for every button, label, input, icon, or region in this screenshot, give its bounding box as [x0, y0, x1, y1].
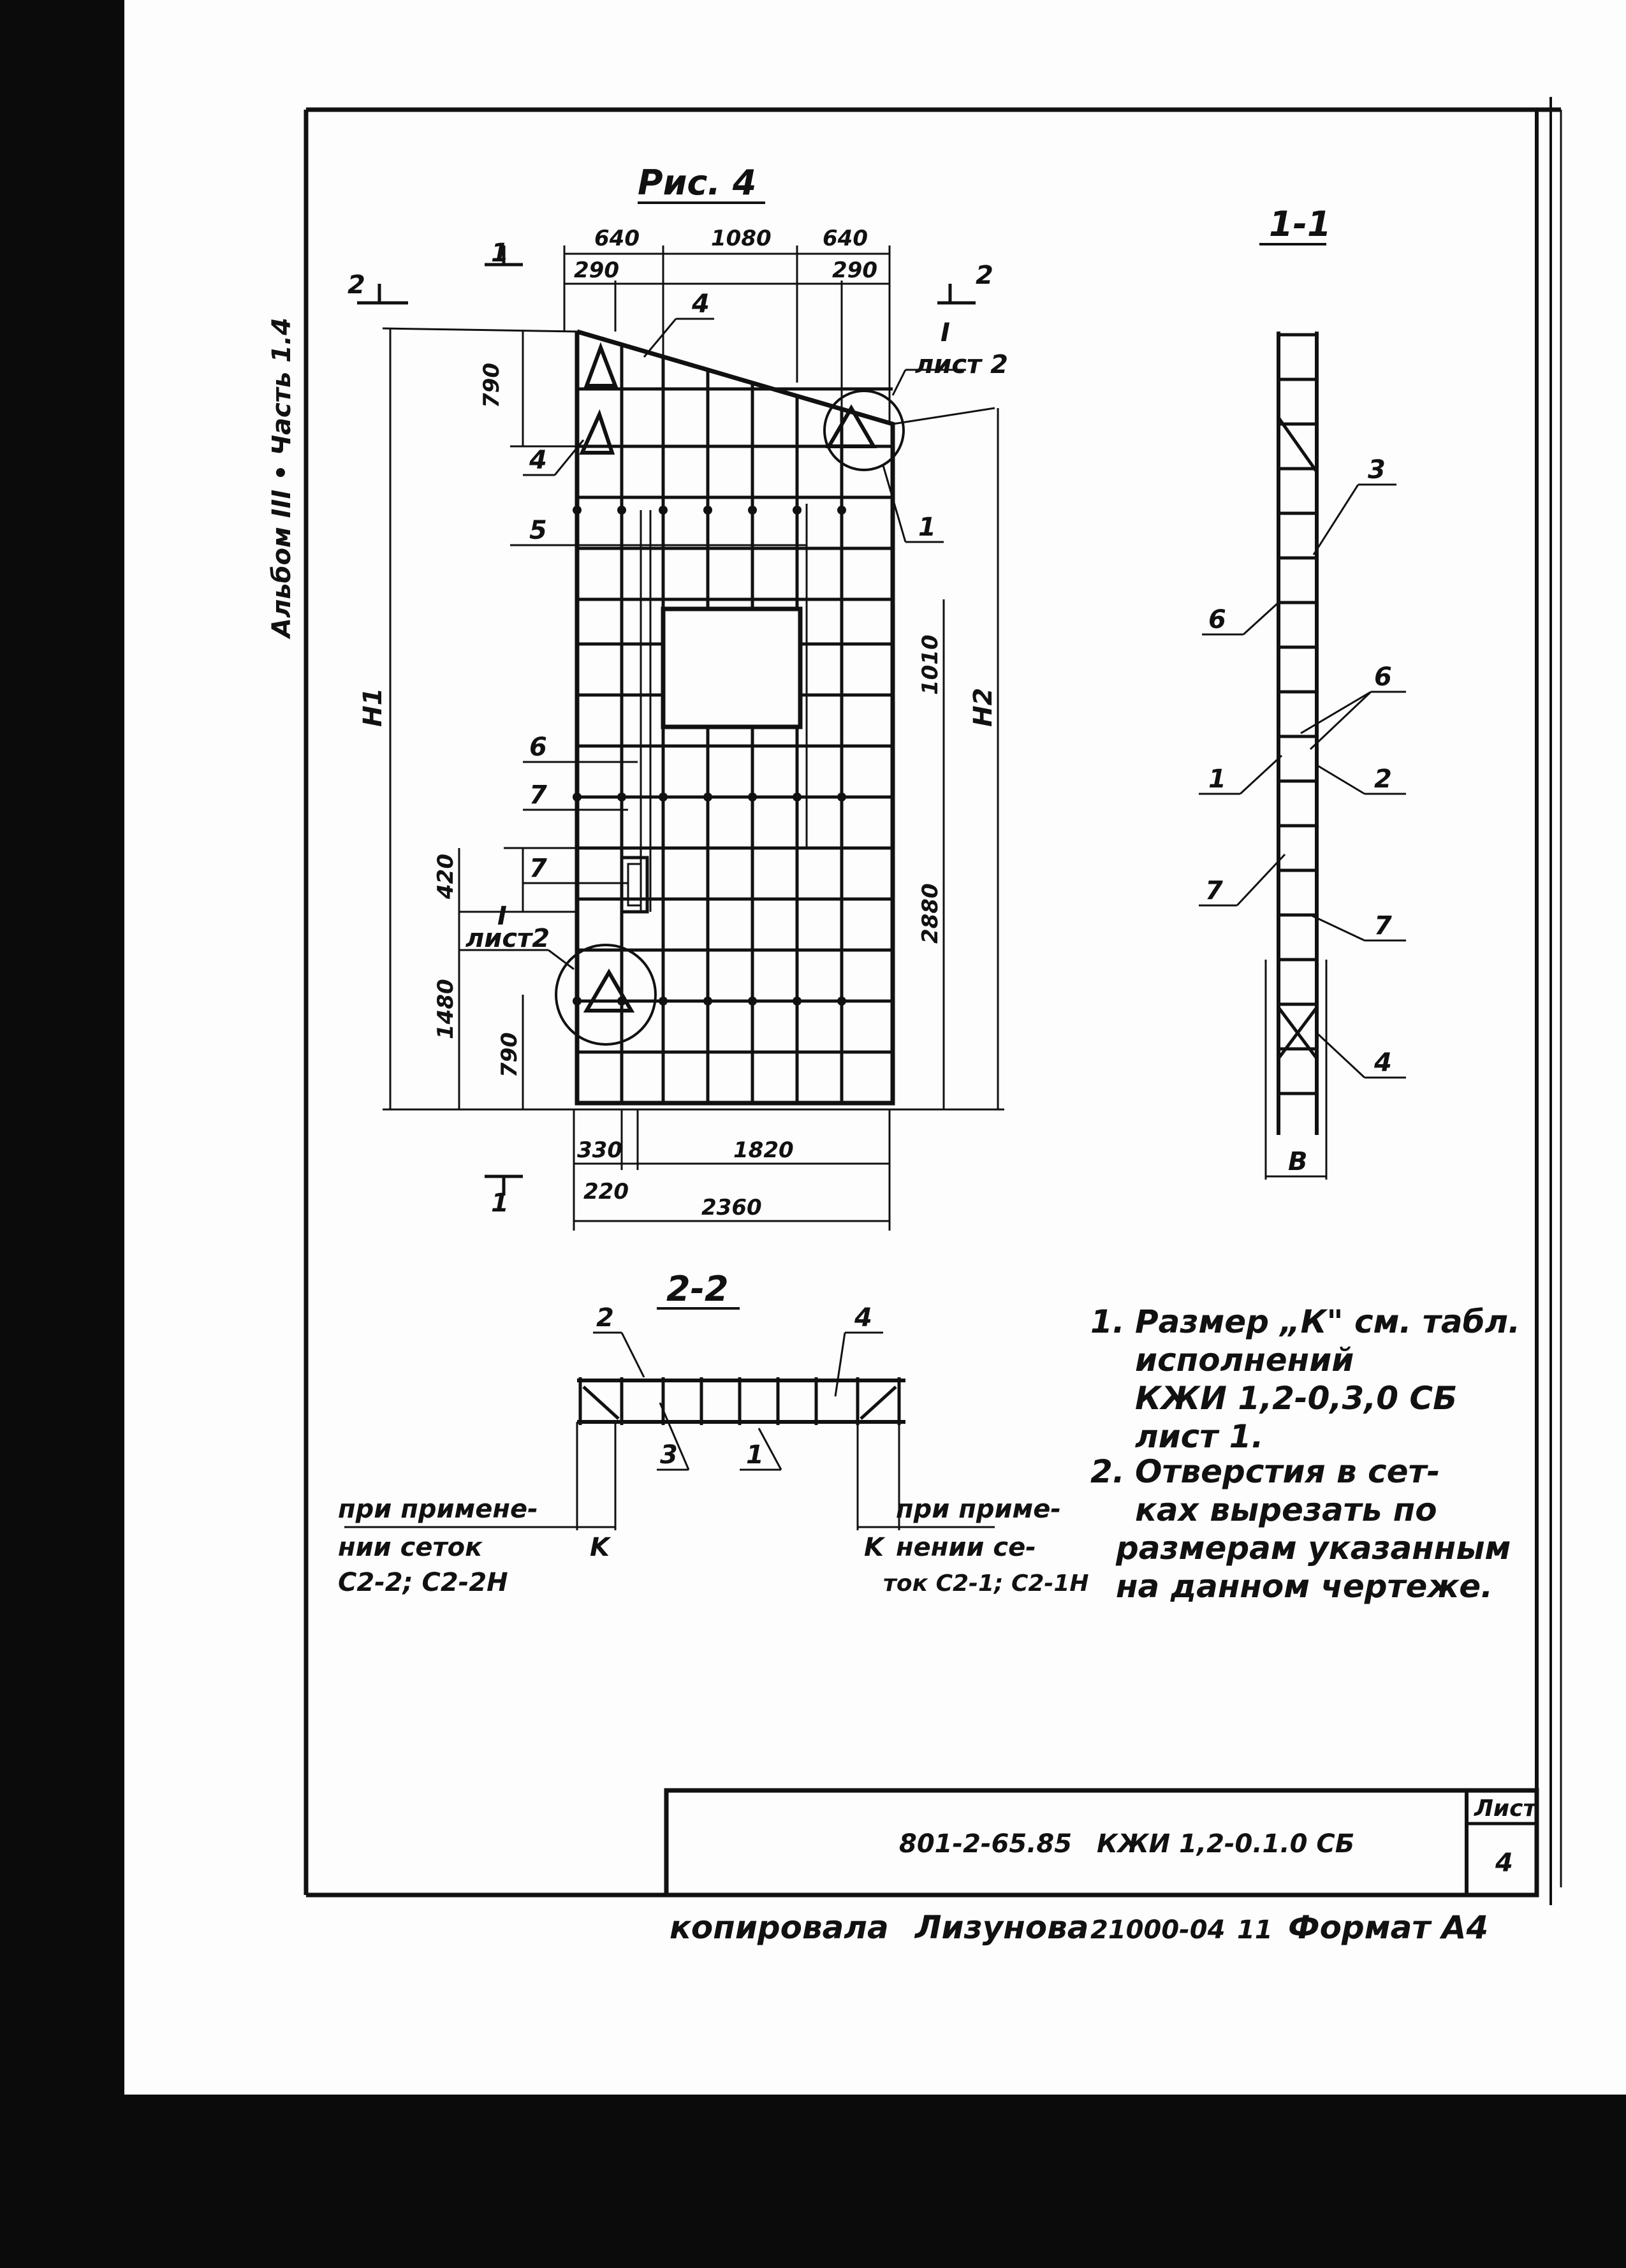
- dim-640-left: 640: [594, 226, 640, 251]
- dim-790-bottom: 790: [497, 1032, 522, 1078]
- callout-1-right: 1: [918, 513, 936, 542]
- dim-2880: 2880: [918, 883, 943, 944]
- dim-420: 420: [433, 854, 458, 899]
- sec22-right-note-3: ток С2-1; С2-1Н: [883, 1570, 1089, 1597]
- general-notes: [1090, 1303, 1520, 1605]
- dim-H2: H2: [969, 687, 998, 727]
- sec22-callout-4: 4: [854, 1303, 872, 1333]
- sec22-callout-3: 3: [660, 1440, 678, 1470]
- cut-label-1-bottom: 1: [491, 1189, 509, 1218]
- callout-7-b: 7: [529, 854, 547, 883]
- dim-290-left: 290: [574, 258, 619, 283]
- note-2-line-1: Отверстия в сет-: [1135, 1453, 1440, 1490]
- scan-bottom-margin: [0, 2095, 1626, 2268]
- cut-label-2-right: 2: [976, 261, 993, 290]
- sec11-dim-B: B: [1288, 1147, 1308, 1176]
- sec11-callout-2: 2: [1374, 765, 1392, 794]
- detail-I-bottom: I: [497, 902, 507, 931]
- note-1-number: 1.: [1090, 1303, 1125, 1340]
- elevation-view: [383, 328, 995, 1103]
- note-2-line-2: ках вырезать по: [1135, 1491, 1437, 1528]
- callout-4-top: 4: [692, 289, 710, 319]
- sec11-callout-1: 1: [1208, 765, 1226, 794]
- sec22-right-note-1: при приме-: [896, 1495, 1061, 1524]
- callout-5: 5: [529, 516, 547, 545]
- section-1-1-title: 1-1: [1269, 204, 1331, 244]
- sec22-left-note-3: С2-2; С2-2Н: [338, 1568, 508, 1597]
- sheet-label: Лист: [1474, 1796, 1537, 1822]
- doc-name: КЖИ 1,2-0.1.0 СБ: [1097, 1829, 1355, 1859]
- note-2-line-3: размерам указанным: [1116, 1530, 1511, 1567]
- section-2-2-title: 2-2: [666, 1269, 729, 1309]
- dim-2360: 2360: [701, 1195, 762, 1220]
- note-1-line-4: лист 1.: [1135, 1418, 1264, 1455]
- format-label: Формат А4: [1288, 1909, 1489, 1946]
- callout-4-left: 4: [529, 446, 547, 475]
- sec11-callout-6-right: 6: [1374, 662, 1392, 692]
- cut-label-1-top: 1: [491, 238, 509, 268]
- sheet-number: 4: [1495, 1848, 1513, 1878]
- sec11-callout-6-left: 6: [1208, 605, 1226, 634]
- note-2-line-4: на данном чертеже.: [1116, 1568, 1493, 1605]
- note-1-line-3: КЖИ 1,2-0,3,0 СБ: [1135, 1380, 1458, 1417]
- sec22-callout-2: 2: [596, 1303, 614, 1333]
- detail-sheet-bottom: лист2: [465, 924, 550, 953]
- margin-stamp: Альбом III • Часть 1.4: [267, 318, 297, 638]
- note-2-number: 2.: [1090, 1453, 1125, 1490]
- sec22-right-note-2: нении се-: [896, 1533, 1036, 1562]
- figure-title: Рис. 4: [638, 163, 757, 203]
- sec22-callout-1: 1: [746, 1440, 764, 1470]
- dim-1080: 1080: [711, 226, 772, 251]
- copied-by-name: Лизунова: [915, 1909, 1089, 1946]
- dim-220: 220: [583, 1179, 629, 1204]
- copied-by-label: копировала: [670, 1909, 889, 1946]
- sec11-callout-3: 3: [1368, 455, 1386, 485]
- dim-1480: 1480: [433, 979, 458, 1039]
- dim-H1: H1: [358, 687, 388, 727]
- order-suffix: 11: [1237, 1915, 1273, 1945]
- doc-code: 801-2-65.85: [899, 1829, 1073, 1859]
- order-number: 21000-04: [1090, 1915, 1226, 1945]
- callout-6: 6: [529, 733, 547, 762]
- sec11-callout-7-left: 7: [1205, 876, 1223, 905]
- dim-790-top: 790: [479, 363, 504, 408]
- callout-7-a: 7: [529, 780, 547, 810]
- sec11-callout-4: 4: [1374, 1048, 1392, 1078]
- note-1-line-1: Размер „К" см. табл.: [1135, 1303, 1521, 1340]
- dim-290-right: 290: [832, 258, 877, 283]
- dim-640-right: 640: [823, 226, 868, 251]
- dim-1820: 1820: [733, 1138, 794, 1163]
- cut-label-2-left: 2: [348, 270, 365, 300]
- sec11-callout-7-right: 7: [1374, 911, 1392, 940]
- note-1-line-2: исполнений: [1135, 1342, 1354, 1379]
- footer: [670, 1909, 1488, 1946]
- sec22-left-note-2: нии сеток: [338, 1533, 483, 1562]
- sec22-K-right: K: [864, 1533, 884, 1562]
- detail-sheet-top: лист 2: [915, 350, 1008, 379]
- dim-330: 330: [577, 1138, 622, 1163]
- sec22-left-note-1: при примене-: [338, 1495, 538, 1524]
- dim-1010: 1010: [918, 634, 943, 695]
- sec22-K-left: K: [590, 1533, 610, 1562]
- detail-I-top: I: [941, 318, 950, 348]
